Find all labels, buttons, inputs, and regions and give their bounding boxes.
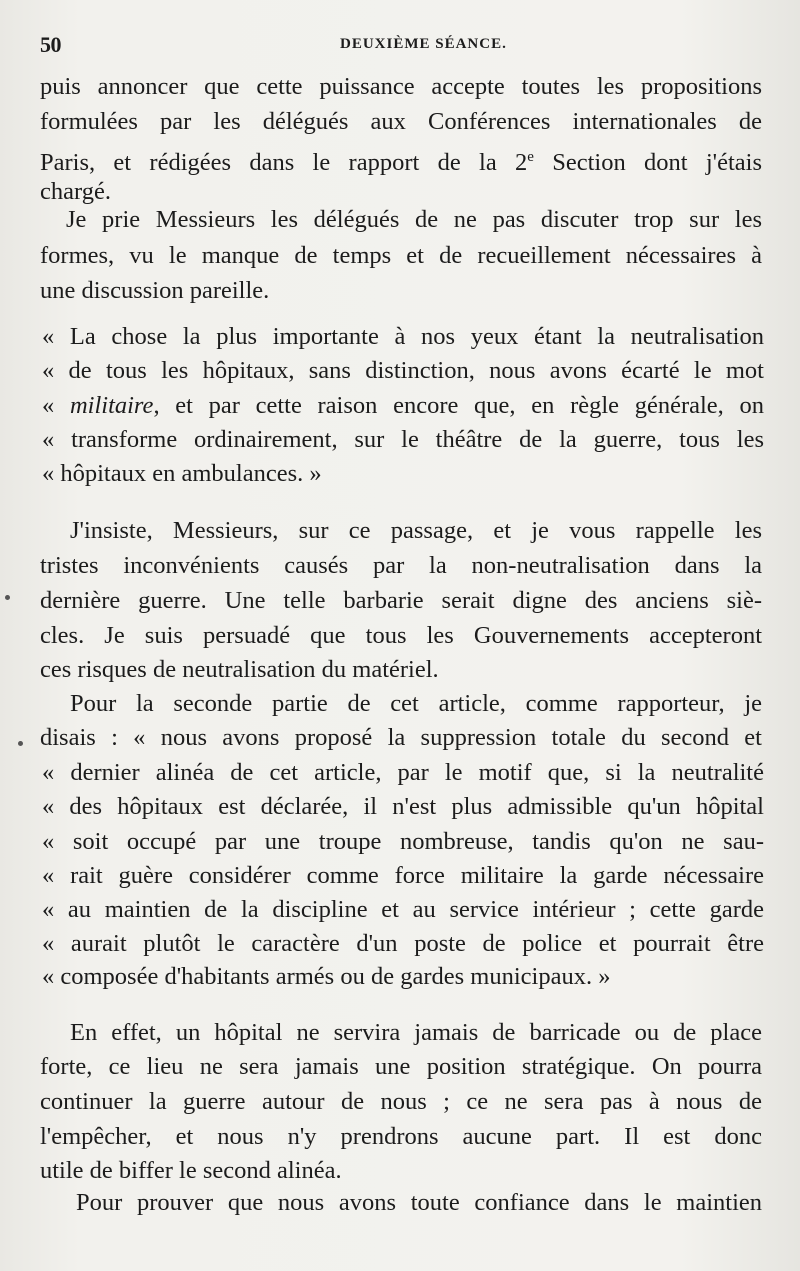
quote-line: « rait guère considérer comme force militaire la garde nécessaire — [42, 862, 764, 889]
text-line: formes, vu le manque de temps et de recueillement nécessaires à — [40, 242, 762, 269]
text-line: Pour prouver que nous avons toute confiance dans le maintien — [76, 1189, 762, 1216]
text-line: une discussion pareille. — [40, 277, 270, 304]
text-line: Pour la seconde partie de cet article, comme rapporteur, je — [70, 690, 762, 717]
text-line: Je prie Messieurs les délégués de ne pas discuter trop sur les — [66, 206, 762, 233]
margin-speck — [18, 741, 23, 746]
quote-line: « aurait plutôt le caractère d'un poste de police et pourrait être — [42, 930, 764, 957]
quote-line: « dernier alinéa de cet article, par le motif que, si la neutralité — [42, 759, 764, 786]
text-line: chargé. — [40, 178, 111, 205]
quote-line: « militaire, et par cette raison encore que, en règle générale, on — [42, 392, 764, 419]
text-line: cles. Je suis persuadé que tous les Gouvernements accepteront — [40, 622, 762, 649]
quote-line: « soit occupé par une troupe nombreuse, tandis qu'on ne sau- — [42, 828, 764, 855]
running-head: DEUXIÈME SÉANCE. — [340, 36, 507, 52]
quote-line: « de tous les hôpitaux, sans distinction, nous avons écarté le mot — [42, 357, 764, 384]
quote-line: « au maintien de la discipline et au service intérieur ; cette garde — [42, 896, 764, 923]
text-line: J'insiste, Messieurs, sur ce passage, et je vous rappelle les — [70, 517, 762, 544]
quote-line: « des hôpitaux est déclarée, il n'est plus admissible qu'un hôpital — [42, 793, 764, 820]
text-line: dernière guerre. Une telle barbarie serait digne des anciens siè- — [40, 587, 762, 614]
text-line: forte, ce lieu ne sera jamais une position stratégique. On pourra — [40, 1053, 762, 1080]
text-line: disais : « nous avons proposé la suppression totale du second et — [40, 724, 762, 751]
quote-line: « composée d'habitants armés ou de gardes municipaux. » — [42, 963, 611, 990]
text-line: tristes inconvénients causés par la non-neutralisation dans la — [40, 552, 762, 579]
page-number: 50 — [40, 32, 61, 57]
quote-line: « hôpitaux en ambulances. » — [42, 460, 322, 487]
text-line: utile de biffer le second alinéa. — [40, 1157, 342, 1184]
text-line: Paris, et rédigées dans le rapport de la 2e Section dont j'étais — [40, 149, 762, 177]
margin-speck — [5, 595, 10, 600]
text-line: l'empêcher, et nous n'y prendrons aucune part. Il est donc — [40, 1123, 762, 1150]
text-line: ces risques de neutralisation du matériel. — [40, 656, 439, 683]
text-line: puis annoncer que cette puissance accepte toutes les propositions — [40, 73, 762, 100]
quote-line: « La chose la plus importante à nos yeux étant la neutralisation — [42, 323, 764, 350]
quote-line: « transforme ordinairement, sur le théâtre de la guerre, tous les — [42, 426, 764, 453]
text-line: En effet, un hôpital ne servira jamais de barricade ou de place — [70, 1019, 762, 1046]
text-line: formulées par les délégués aux Conférences internationales de — [40, 108, 762, 135]
text-line: continuer la guerre autour de nous ; ce ne sera pas à nous de — [40, 1088, 762, 1115]
page-header — [40, 32, 760, 58]
